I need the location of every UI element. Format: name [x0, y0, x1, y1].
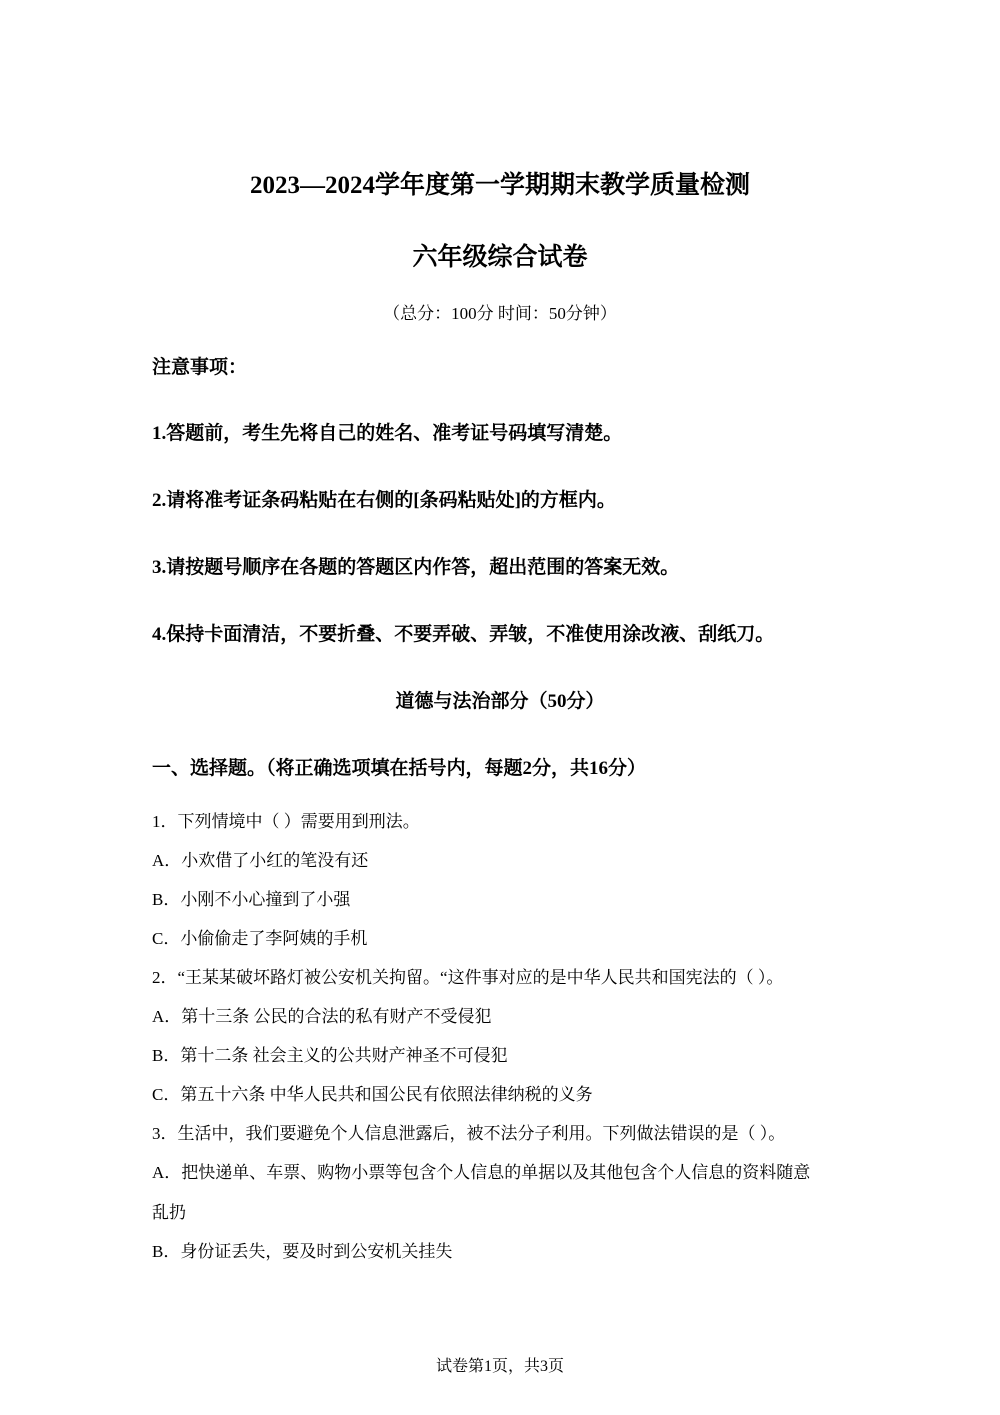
notice-item: 2.请将准考证条码粘贴在右侧的[条码粘贴处]的方框内。: [152, 490, 616, 511]
question-option-continuation: 乱扔: [152, 1203, 186, 1222]
notice-item: 4.保持卡面清洁，不要折叠、不要弄破、弄皱，不准使用涂改液、刮纸刀。: [152, 624, 775, 645]
section-title: 道德与法治部分（50分）: [395, 691, 605, 712]
exam-subtitle: 六年级综合试卷: [412, 244, 588, 271]
notice-item: 1.答题前，考生先将自己的姓名、准考证号码填写清楚。: [152, 423, 623, 444]
notice-heading: 注意事项：: [152, 357, 248, 378]
question-option: A．小欢借了小红的笔没有还: [152, 851, 369, 870]
exam-title: 2023—2024学年度第一学期期末教学质量检测: [249, 172, 750, 199]
question-option: A．把快递单、车票、购物小票等包含个人信息的单据以及其他包含个人信息的资料随意: [152, 1163, 811, 1182]
score-time-info: （总分：100分 时间：50分钟）: [383, 304, 617, 323]
notice-item: 3.请按题号顺序在各题的答题区内作答，超出范围的答案无效。: [152, 557, 680, 578]
part-title: 一、选择题。（将正确选项填在括号内，每题2分，共16分）: [152, 758, 647, 779]
question-stem: 1．下列情境中（ ）需要用到刑法。: [152, 812, 420, 831]
question-option: B．小刚不小心撞到了小强: [152, 890, 351, 909]
question-option: C．第五十六条 中华人民共和国公民有依照法律纳税的义务: [152, 1085, 593, 1104]
question-option: B．身份证丢失，要及时到公安机关挂失: [152, 1242, 453, 1261]
question-option: A．第十三条 公民的合法的私有财产不受侵犯: [152, 1007, 492, 1026]
question-stem: 2．“王某某破坏路灯被公安机关拘留。“这件事对应的是中华人民共和国宪法的（ ）。: [152, 968, 784, 987]
question-option: B．第十二条 社会主义的公共财产神圣不可侵犯: [152, 1046, 508, 1065]
page-footer: 试卷第1页，共3页: [435, 1358, 564, 1375]
question-option: C．小偷偷走了李阿姨的手机: [152, 929, 368, 948]
question-stem: 3．生活中，我们要避免个人信息泄露后，被不法分子利用。下列做法错误的是（ ）。: [152, 1124, 786, 1143]
